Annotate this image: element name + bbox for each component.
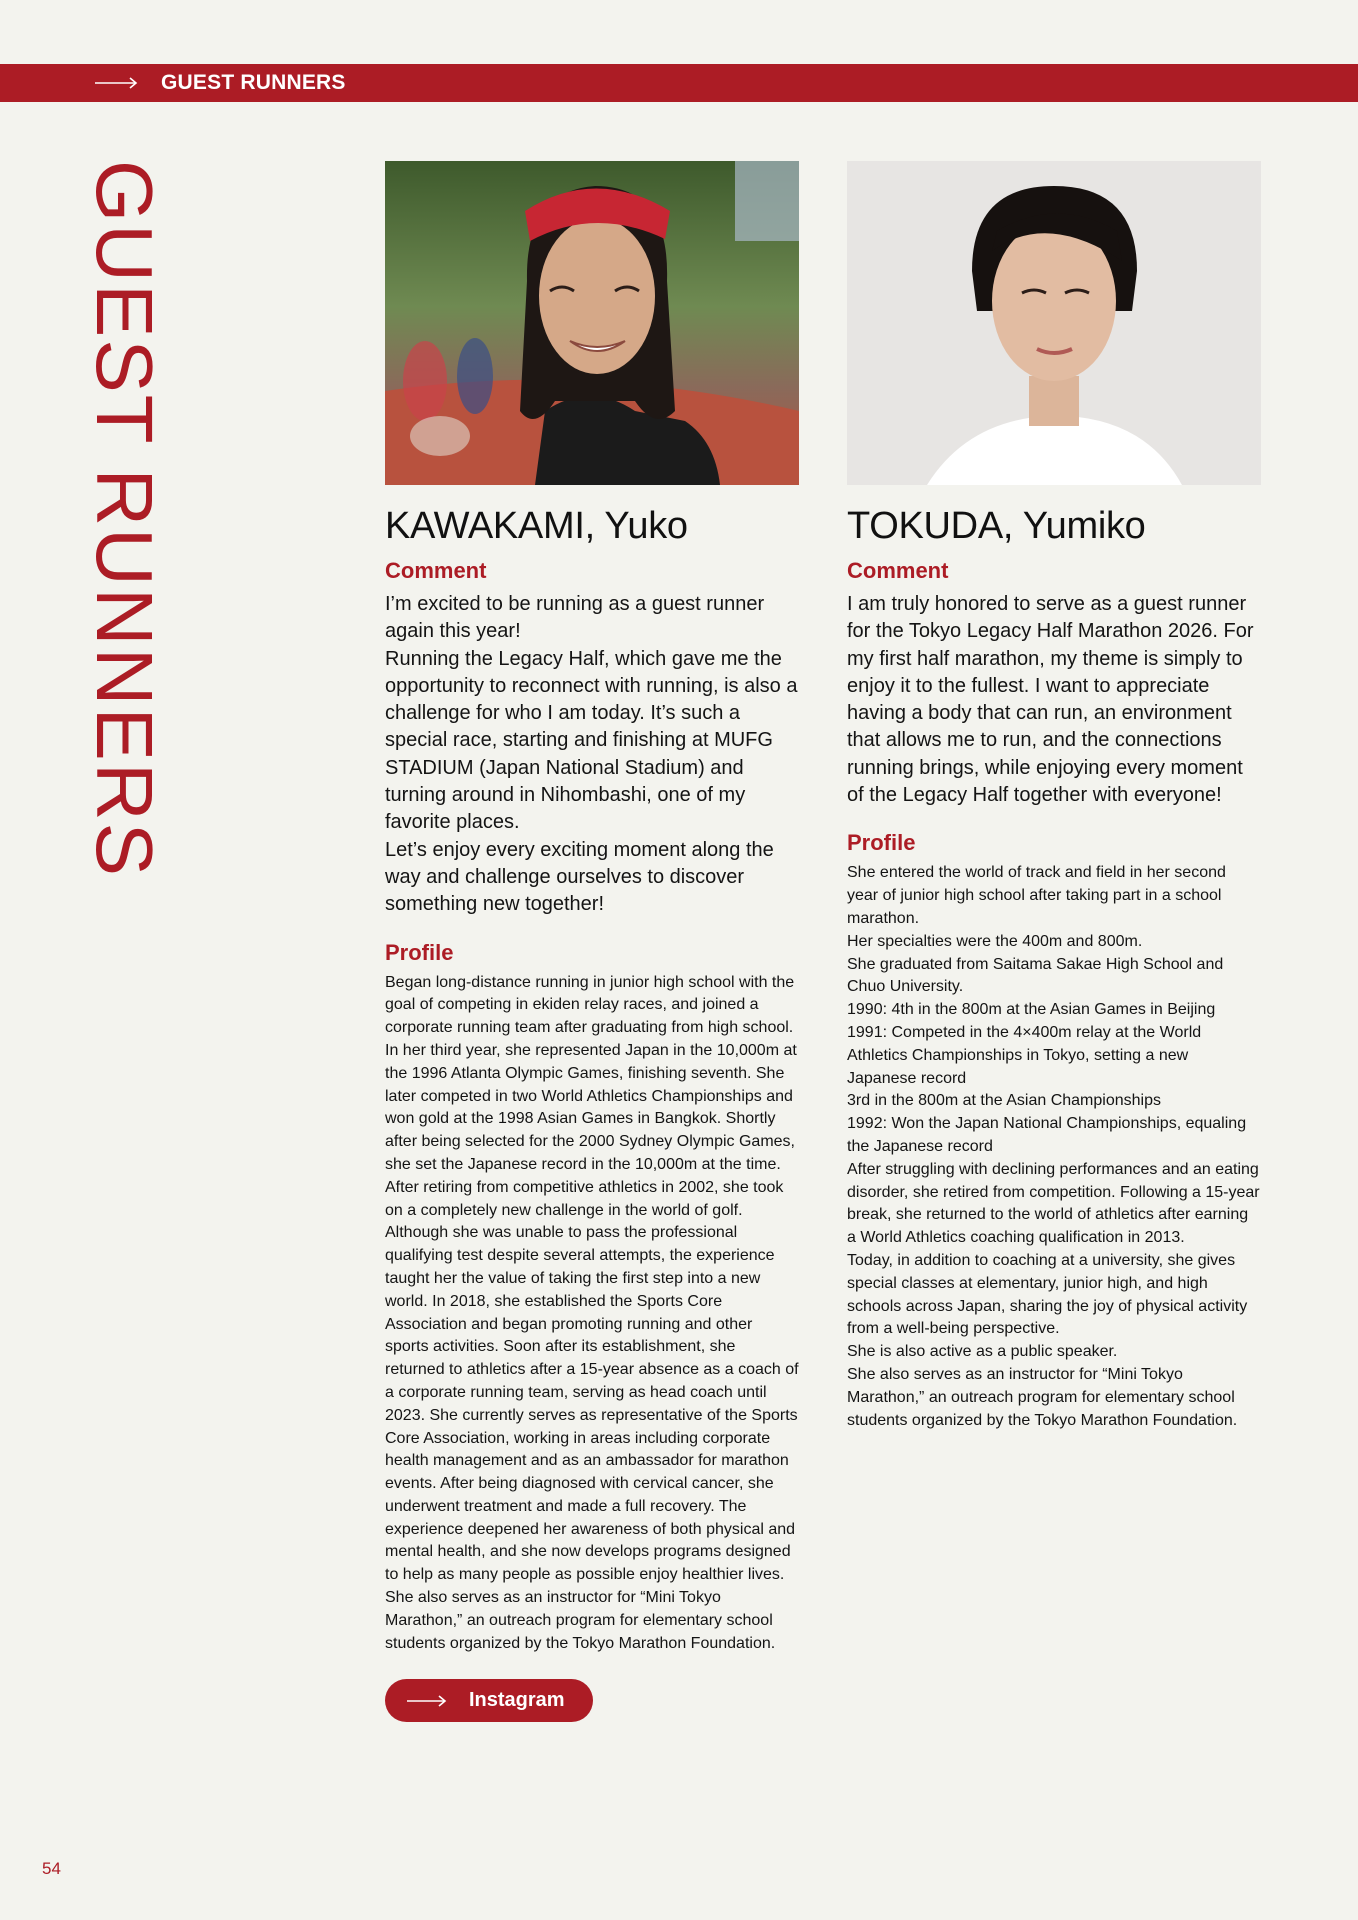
profile-heading: Profile xyxy=(847,830,916,856)
page-number: 54 xyxy=(42,1859,61,1878)
instagram-link-button[interactable] xyxy=(385,1679,593,1722)
runner-card-tokuda xyxy=(847,161,1261,1432)
runner-name: TOKUDA, Yumiko xyxy=(847,505,1146,547)
vertical-page-title: GUEST RUNNERS xyxy=(80,160,169,878)
instagram-link-label: Instagram xyxy=(469,1689,565,1712)
comment-heading: Comment xyxy=(385,558,487,583)
runner-profile: Began long-distance running in junior high school with the goal of competing in ekiden relay races, and joined a corporate running team after graduating from high school. In her third year, she represented Japan in the 10,000m at the 1996 Atlanta Olympic Games, finishing seventh. She later competed in two World Athletics Championships and won gold at the 1998 Asian Games in Bangkok. Shortly after being selected for the 2000 Sydney Olympic Games, she set the Japanese record in the 10,000m at the time. After retiring from competitive athletics in 2002, she took on a completely new challenge in the world of golf. Although she was unable to pass the professional qualifying test despite several attempts, the experience taught her the value of taking the first step into a new world. In 2018, she established the Sports Core Association and began promoting running and other sports activities. Soon after its establishment, she returned to athletics after a 15-year absence as a coach of a corporate running team, serving as head coach until 2023. She currently serves as representative of the Sports Core Association, working in areas including corporate health management and as an ambassador for marathon events. After being diagnosed with cervical cancer, she underwent treatment and made a full recovery. The experience deepened her awareness of both physical and mental health, and she now develops programs designed to help as many people as possible enjoy healthier lives. She also serves as an instructor for “Mini Tokyo Marathon,” an outreach program for elementary school students organized by the Tokyo Marathon Foundation. xyxy=(385,973,799,1652)
section-header-bar xyxy=(0,64,1358,102)
section-header-title: GUEST RUNNERS xyxy=(161,71,346,94)
comment-heading: Comment xyxy=(847,558,949,583)
runner-name: KAWAKAMI, Yuko xyxy=(385,505,688,547)
profile-heading: Profile xyxy=(385,939,454,965)
arrow-right-icon xyxy=(407,1694,447,1708)
runner-card-kawakami xyxy=(385,161,799,1722)
runner-comment: I’m excited to be running as a guest runner again this year! Running the Legacy Half, which gave me the opportunity to reconnect with running, is also a challenge for who I am today. It’s such a special race, starting and finishing at MUFG STADIUM (Japan National Stadium) and turning around in Nihombashi, one of my favorite places. Let’s enjoy every exciting moment along the way and challenge ourselves to discover something new together! xyxy=(385,593,798,916)
runner-photo-kawakami xyxy=(385,161,799,485)
arrow-right-icon xyxy=(95,76,139,90)
runner-profile: She entered the world of track and field in her second year of junior high school after taking part in a school marathon. Her specialties were the 400m and 800m. She graduated from Saitama Sakae High School and Chuo University. 1990: 4th in the 800m at the Asian Games in Beijing 1991: Competed in the 4×400m relay at the World Athletics Championships in Tokyo, setting a new Japanese record 3rd in the 800m at the Asian Championships 1992: Won the Japan National Championships, equaling the Japanese record After struggling with declining performances and an eating disorder, she retired from competition. Following a 15-year break, she returned to the world of athletics after earning a World Athletics coaching qualification in 2013. Today, in addition to coaching at a university, she gives special classes at elementary, junior high, and high schools across Japan, sharing the joy of physical activity from a well-being perspective. She is also active as a public speaker. She also serves as an instructor for “Mini Tokyo Marathon,” an outreach program for elementary school students organized by the Tokyo Marathon Foundation. xyxy=(847,864,1260,1429)
runner-comment: I am truly honored to serve as a guest runner for the Tokyo Legacy Half Marathon 2026. For my first half marathon, my theme is simply to enjoy it to the fullest. I want to appreciate having a body that can run, an environment that allows me to run, and the connections running brings, while enjoying every moment of the Legacy Half together with everyone! xyxy=(847,593,1254,807)
runner-photo-tokuda xyxy=(847,161,1261,485)
